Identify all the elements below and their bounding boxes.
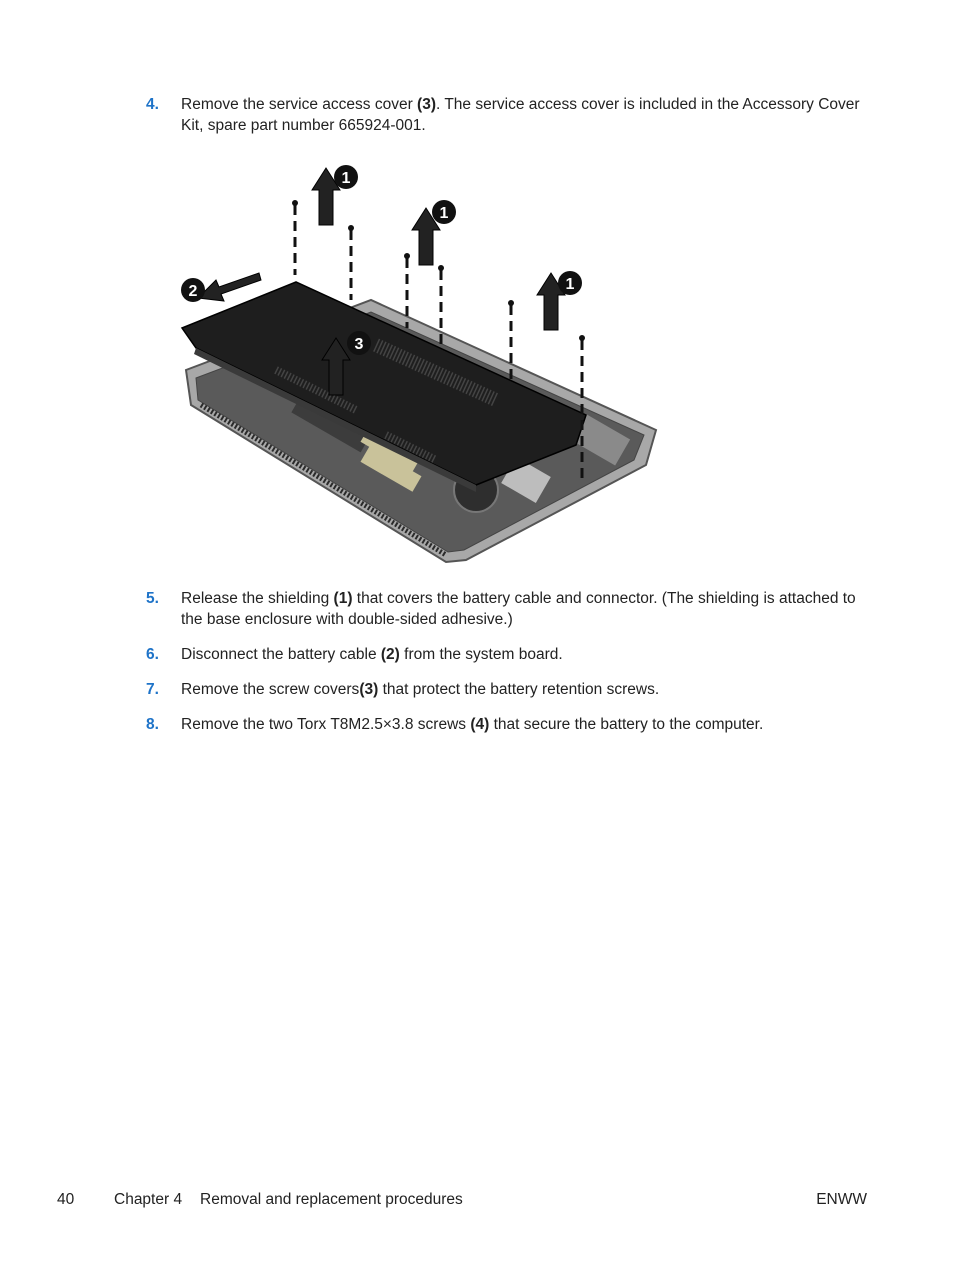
step-text: Disconnect the battery cable (2) from the system board. [181, 646, 563, 663]
step-number: 7. [146, 681, 159, 698]
svg-text:1: 1 [341, 170, 351, 187]
step-number: 8. [146, 716, 159, 733]
footer-enww: ENWW [816, 1191, 867, 1208]
step-5 [146, 588, 876, 630]
step-text: Release the shielding (1) that covers the battery cable and connector. (The shielding is attached to the base enclosure with double-sided adhesive.) [181, 590, 856, 628]
callout-1c [558, 271, 582, 295]
step-4 [146, 94, 876, 136]
svg-text:3: 3 [354, 336, 364, 353]
step-number: 4. [146, 96, 159, 113]
footer-chapter: Chapter 4 [114, 1191, 183, 1208]
svg-text:1: 1 [565, 276, 575, 293]
step-text: Remove the service access cover (3). The service access cover is included in the Accessory Cover Kit, spare part number 665924-001. [181, 96, 860, 134]
svg-text:1: 1 [439, 205, 449, 222]
svg-text:2: 2 [188, 283, 198, 300]
step-6 [146, 644, 876, 665]
callout-2 [181, 278, 205, 302]
step-number: 5. [146, 590, 159, 607]
callout-3 [347, 331, 371, 355]
step-text: Remove the screw covers(3) that protect the battery retention screws. [181, 681, 660, 698]
step-7 [146, 679, 876, 700]
step-8 [146, 714, 876, 735]
service-cover-removal-illustration [176, 160, 666, 570]
callout-1b [432, 200, 456, 224]
step-text: Remove the two Torx T8M2.5×3.8 screws (4) that secure the battery to the computer. [181, 716, 764, 733]
slide-left-arrow-icon [198, 273, 261, 301]
page-number: 40 [57, 1191, 75, 1208]
footer-chapter-title: Removal and replacement procedures [200, 1191, 463, 1208]
step-number: 6. [146, 646, 159, 663]
callout-1a [334, 165, 358, 189]
